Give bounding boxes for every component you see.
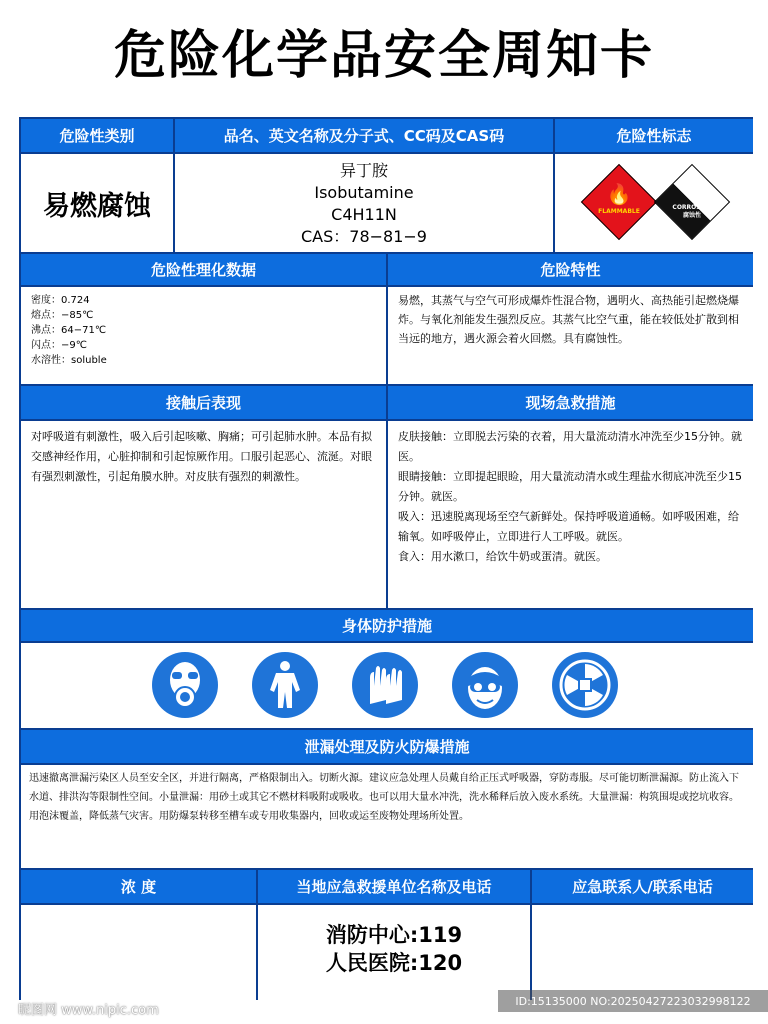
gloves-icon	[352, 652, 418, 718]
header-contact: 应急联系人/联系电话	[532, 870, 753, 903]
names-cell	[175, 154, 555, 252]
melting-point: 熔点：−85℃	[31, 310, 94, 321]
header-first-aid: 现场急救措施	[388, 386, 753, 419]
header-ppe: 身体防护措施	[21, 610, 753, 641]
corrosive-icon	[654, 164, 730, 240]
first-aid-ingestion: 食入：用水漱口，给饮牛奶或蛋清。就医。	[398, 550, 607, 563]
chemical-formula: C4H11N	[331, 205, 397, 224]
header-rescue: 当地应急救援单位名称及电话	[258, 870, 532, 903]
first-aid-skin: 皮肤接触：立即脱去污染的衣着，用大量流动清水冲洗至少15分钟。就医。	[398, 430, 742, 463]
spill-text: 迅速撤离泄漏污染区人员至安全区，并进行隔离，严格限制出入。切断火源。建议应急处理人员戴自给正压式呼吸器，穿防毒服。尽可能切断泄漏源。防止流入下水道、排洪沟等限制性空间。小量泄漏：用砂土或其它不燃材料吸附或吸收。也可以用大量水冲洗，洗水稀释后放入废水系统。大量泄漏：构筑围堤或挖坑收容。用泡沫覆盖，降低蒸气灾害。用防爆泵转移至槽车或专用收集器内，回收或运至废物处理场所处置。	[29, 773, 739, 822]
protective-suit-icon	[252, 652, 318, 718]
ppe-cell	[21, 643, 753, 728]
cas-number: CAS：78−81−9	[301, 227, 427, 246]
header-symbols: 危险性标志	[555, 119, 753, 152]
symptoms-text: 对呼吸道有刺激性，吸入后引起咳嗽、胸痛；可引起肺水肿。本品有拟交感神经作用，心脏抑制和引起惊厥作用。口服引起恶心、流涎。对眼有强烈刺激性，引起角膜水肿。对皮肤有强烈的刺激性。	[31, 430, 372, 483]
first-aid-eyes: 眼睛接触：立即提起眼睑，用大量流动清水或生理盐水彻底冲洗至少15分钟。就医。	[398, 470, 742, 503]
first-aid-cell	[388, 421, 753, 608]
concentration-cell	[21, 905, 258, 1000]
corrosive-label: CORROSIVE	[672, 204, 712, 211]
header-names: 品名、英文名称及分子式、CC码及CAS码	[175, 119, 555, 152]
fire-center-phone: 消防中心:119	[325, 923, 463, 947]
symbols-cell	[555, 154, 753, 252]
page-title: 危险化学品安全周知卡	[113, 26, 654, 86]
water-solubility: 水溶性：soluble	[31, 355, 107, 366]
category-cell	[21, 154, 175, 252]
gas-mask-icon	[152, 652, 218, 718]
hazard-cell	[388, 287, 753, 384]
header-hazard: 危险特性	[388, 254, 753, 285]
header-physchem: 危险性理化数据	[21, 254, 388, 285]
hospital-phone: 人民医院:120	[325, 951, 463, 975]
chemical-name-cn: 异丁胺	[339, 161, 388, 180]
header-symptoms: 接触后表现	[21, 386, 388, 419]
spill-cell	[21, 765, 753, 868]
watermark-left: 昵图网 www.nipic.com	[18, 1003, 159, 1018]
header-concentration: 浓 度	[21, 870, 258, 903]
category-value: 易燃腐蚀	[43, 190, 151, 222]
safety-card	[19, 117, 753, 1000]
rescue-cell	[258, 905, 532, 1000]
flash-point: 闪点：−9℃	[31, 340, 87, 351]
hazard-text: 易燃，其蒸气与空气可形成爆炸性混合物，遇明火、高热能引起燃烧爆炸。与氧化剂能发生强烈反应。其蒸气比空气重，能在较低处扩散到相当远的地方，遇火源会着火回燃。具有腐蚀性。	[398, 294, 739, 345]
header-spill: 泄漏处理及防火防爆措施	[21, 730, 753, 763]
corrosive-label-cn: 腐蚀性	[682, 212, 701, 219]
flame-glyph-icon: 🔥	[606, 182, 632, 206]
density: 密度：0.724	[31, 295, 90, 306]
watermark-id: ID:15135000 NO:20250427223032998122	[498, 990, 768, 1012]
header-category: 危险性类别	[21, 119, 175, 152]
first-aid-inhalation: 吸入：迅速脱离现场至空气新鲜处。保持呼吸道通畅。如呼吸困难，给输氧。如呼吸停止，立即进行人工呼吸。就医。	[398, 510, 739, 543]
flammable-label: FLAMMABLE	[598, 208, 640, 215]
goggles-icon	[452, 652, 518, 718]
physchem-cell	[21, 287, 388, 384]
chemical-name-en: Isobutamine	[314, 183, 414, 202]
ventilation-icon	[552, 652, 618, 718]
symptoms-cell	[21, 421, 388, 608]
boiling-point: 沸点：64−71℃	[31, 325, 107, 336]
contact-cell	[532, 905, 753, 1000]
